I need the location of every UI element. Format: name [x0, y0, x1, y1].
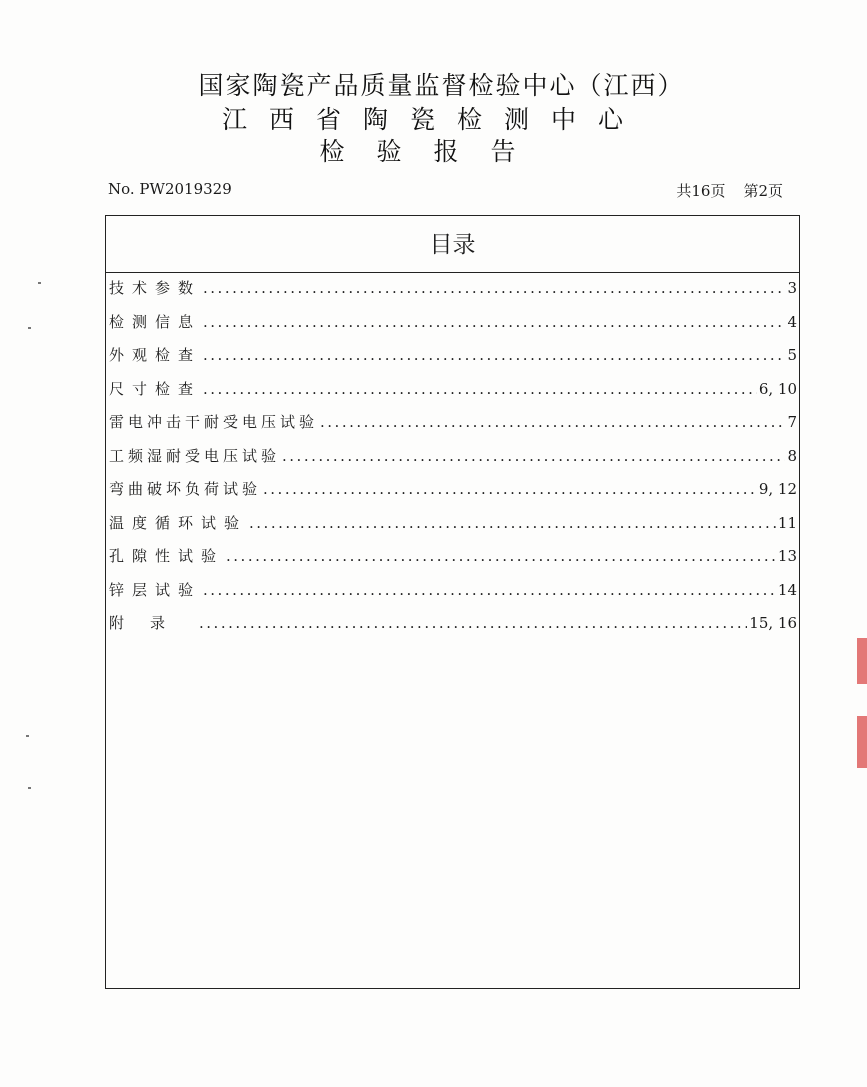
report-issuer-title: 国家陶瓷产品质量监督检验中心（江西）: [198, 71, 685, 100]
toc-leader-dots: [203, 574, 776, 608]
toc-item-appendix: [106, 607, 799, 641]
toc-item-page: 6, 10: [758, 379, 797, 398]
page-counter: [676, 180, 783, 201]
toc-item-test-information: [106, 306, 799, 340]
report-meta-row: [108, 180, 783, 202]
toc-item-page: 11: [777, 513, 797, 532]
toc-item-label: 附录: [109, 614, 192, 632]
report-center-title-text: 江西省陶瓷检测中心: [221, 105, 645, 134]
seal-stamp-edge: [857, 638, 867, 684]
report-type-title-text: 检验报告: [319, 137, 548, 166]
toc-item-zinc-coating-test: [106, 574, 799, 608]
toc-list: [106, 272, 799, 641]
seal-stamp-edge: [857, 716, 867, 768]
toc-item-lightning-impulse-test: [106, 406, 799, 440]
toc-leader-dots: [282, 440, 785, 474]
toc-leader-dots: [199, 607, 747, 641]
toc-item-page: 15, 16: [749, 614, 797, 632]
scan-speck: [28, 327, 31, 329]
toc-leader-dots: [263, 473, 757, 507]
toc-leader-dots: [320, 406, 785, 440]
toc-item-label: 弯曲破坏负荷试验: [109, 480, 262, 498]
toc-item-page: 3: [787, 279, 797, 297]
toc-item-page: 14: [777, 580, 797, 599]
toc-heading: 目录: [106, 216, 799, 273]
toc-item-page: 9, 12: [758, 480, 797, 498]
toc-leader-dots: [249, 507, 776, 541]
toc-item-page: 13: [777, 547, 797, 565]
toc-leader-dots: [203, 339, 785, 373]
report-number: No. PW2019329: [108, 180, 232, 198]
toc-item-appearance-inspection: [106, 339, 799, 373]
toc-item-temperature-cycle-test: [106, 507, 799, 541]
total-pages: 共16页: [676, 182, 726, 200]
report-type-title: [0, 132, 867, 168]
toc-item-label: 温度循环试验: [109, 513, 248, 532]
toc-item-porosity-test: [106, 540, 799, 574]
toc-item-label: 锌层试验: [109, 580, 202, 599]
toc-item-label: 检测信息: [109, 312, 202, 331]
toc-leader-dots: [226, 540, 776, 574]
toc-item-label: 技术参数: [109, 279, 202, 297]
toc-item-technical-parameters: [106, 272, 799, 306]
toc-item-label: 孔隙性试验: [109, 547, 225, 565]
report-center-title: [0, 100, 867, 136]
current-page: 第2页: [743, 182, 783, 200]
toc-item-page: 4: [787, 312, 797, 331]
toc-item-page: 8: [787, 446, 797, 465]
toc-item-page: 5: [787, 346, 797, 364]
toc-leader-dots: [203, 306, 785, 340]
toc-item-bending-failure-load-test: [106, 473, 799, 507]
toc-item-label: 外观检查: [109, 346, 202, 364]
scan-speck: [28, 787, 31, 789]
toc-item-label: 雷电冲击干耐受电压试验: [109, 413, 319, 431]
toc-item-page: 7: [787, 413, 797, 431]
toc-item-label: 工频湿耐受电压试验: [109, 446, 281, 465]
toc-leader-dots: [203, 373, 757, 407]
toc-leader-dots: [203, 272, 785, 306]
scan-speck: [38, 282, 41, 284]
scan-speck: [26, 735, 29, 737]
toc-item-power-frequency-wet-test: [106, 440, 799, 474]
table-of-contents: [105, 215, 800, 989]
toc-item-dimension-inspection: [106, 373, 799, 407]
toc-item-label: 尺寸检查: [109, 379, 202, 398]
